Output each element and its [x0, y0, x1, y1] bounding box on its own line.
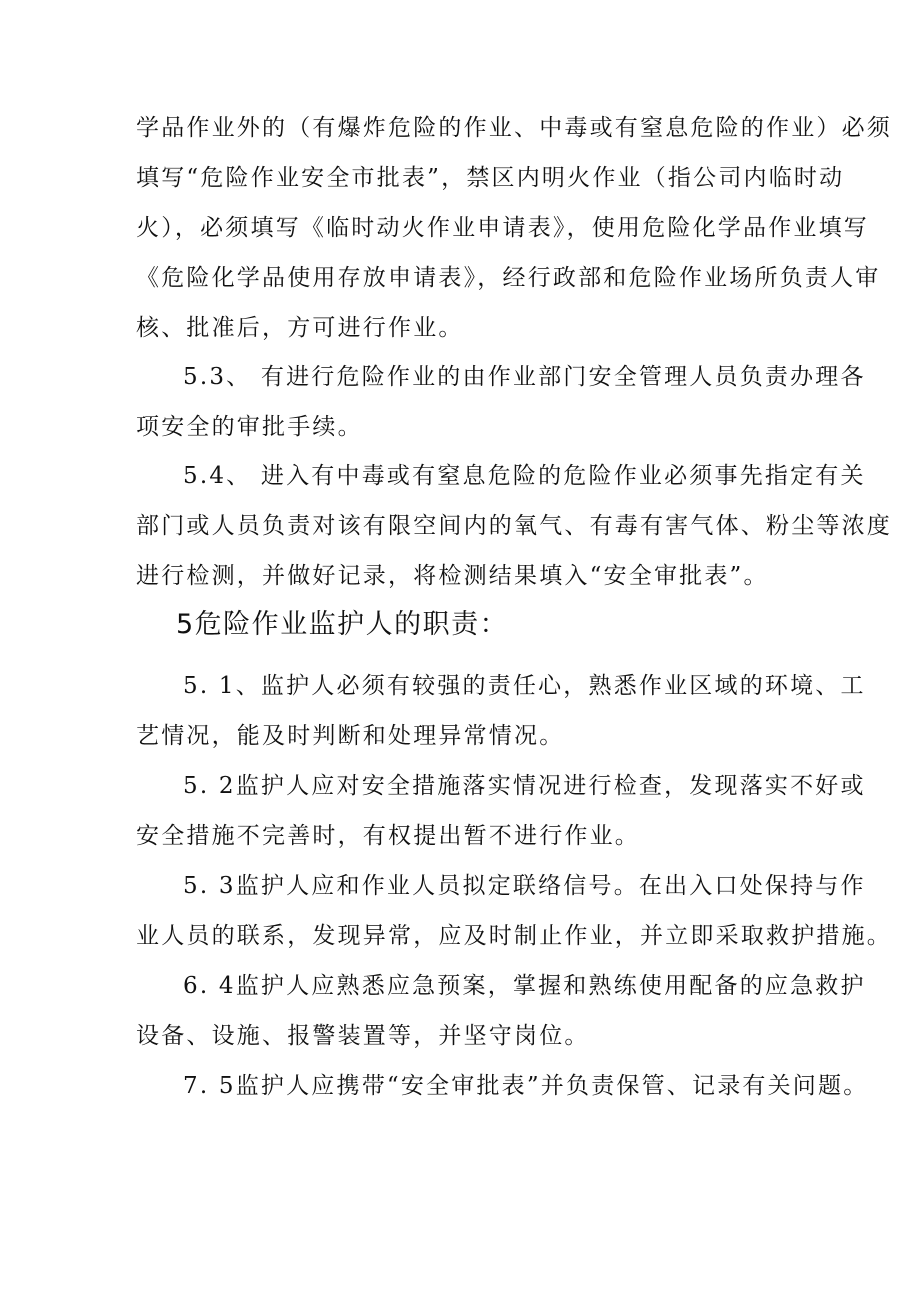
paragraph-line: 《危险化学品使用存放申请表》，经行政部和危险作业场所负责人审: [136, 265, 881, 291]
paragraph-line: 艺情况，能及时判断和处理异常情况。: [136, 723, 565, 749]
paragraph-line: 6. 4监护人应熟悉应急预案，掌握和熟练使用配备的应急救护: [183, 973, 866, 999]
paragraph-line: 7. 5监护人应携带“安全审批表”并负责保管、记录有关问题。: [183, 1073, 869, 1099]
paragraph-line: 5. 2监护人应对安全措施落实情况进行检查，发现落实不好或: [183, 773, 866, 799]
paragraph-line: 项安全的审批手续。: [136, 414, 363, 440]
paragraph-line: 学品作业外的（有爆炸危险的作业、中毒或有窒息危险的作业）必须: [136, 115, 892, 141]
paragraph-line: 5. 1、监护人必须有较强的责任心，熟悉作业区域的环境、工: [183, 673, 866, 699]
paragraph-line: 5.3、 有进行危险作业的由作业部门安全管理人员负责办理各: [183, 364, 866, 390]
paragraph-line: 5.4、 进入有中毒或有窒息危险的危险作业必须事先指定有关: [183, 463, 866, 489]
paragraph-line: 部门或人员负责对该有限空间内的氧气、有毒有害气体、粉尘等浓度: [136, 513, 892, 539]
paragraph-line: 5. 3监护人应和作业人员拟定联络信号。在出入口处保持与作: [183, 873, 866, 899]
paragraph-line: 核、批准后，方可进行作业。: [136, 315, 464, 341]
paragraph-line: 火），必须填写《临时动火作业申请表》，使用危险化学品作业填写: [136, 215, 869, 241]
section-heading: 5危险作业监护人的职责：: [176, 609, 509, 640]
paragraph-line: 填写“危险作业安全市批表”，禁区内明火作业（指公司内临时动: [136, 165, 845, 191]
paragraph-line: 业人员的联系，发现异常，应及时制止作业，并立即采取救护措施。: [136, 923, 892, 949]
paragraph-line: 设备、设施、报警装置等，并坚守岗位。: [136, 1023, 590, 1049]
paragraph-line: 进行检测，并做好记录，将检测结果填入“安全审批表”。: [136, 563, 769, 589]
paragraph-line: 安全措施不完善时，有权提出暂不进行作业。: [136, 823, 640, 849]
